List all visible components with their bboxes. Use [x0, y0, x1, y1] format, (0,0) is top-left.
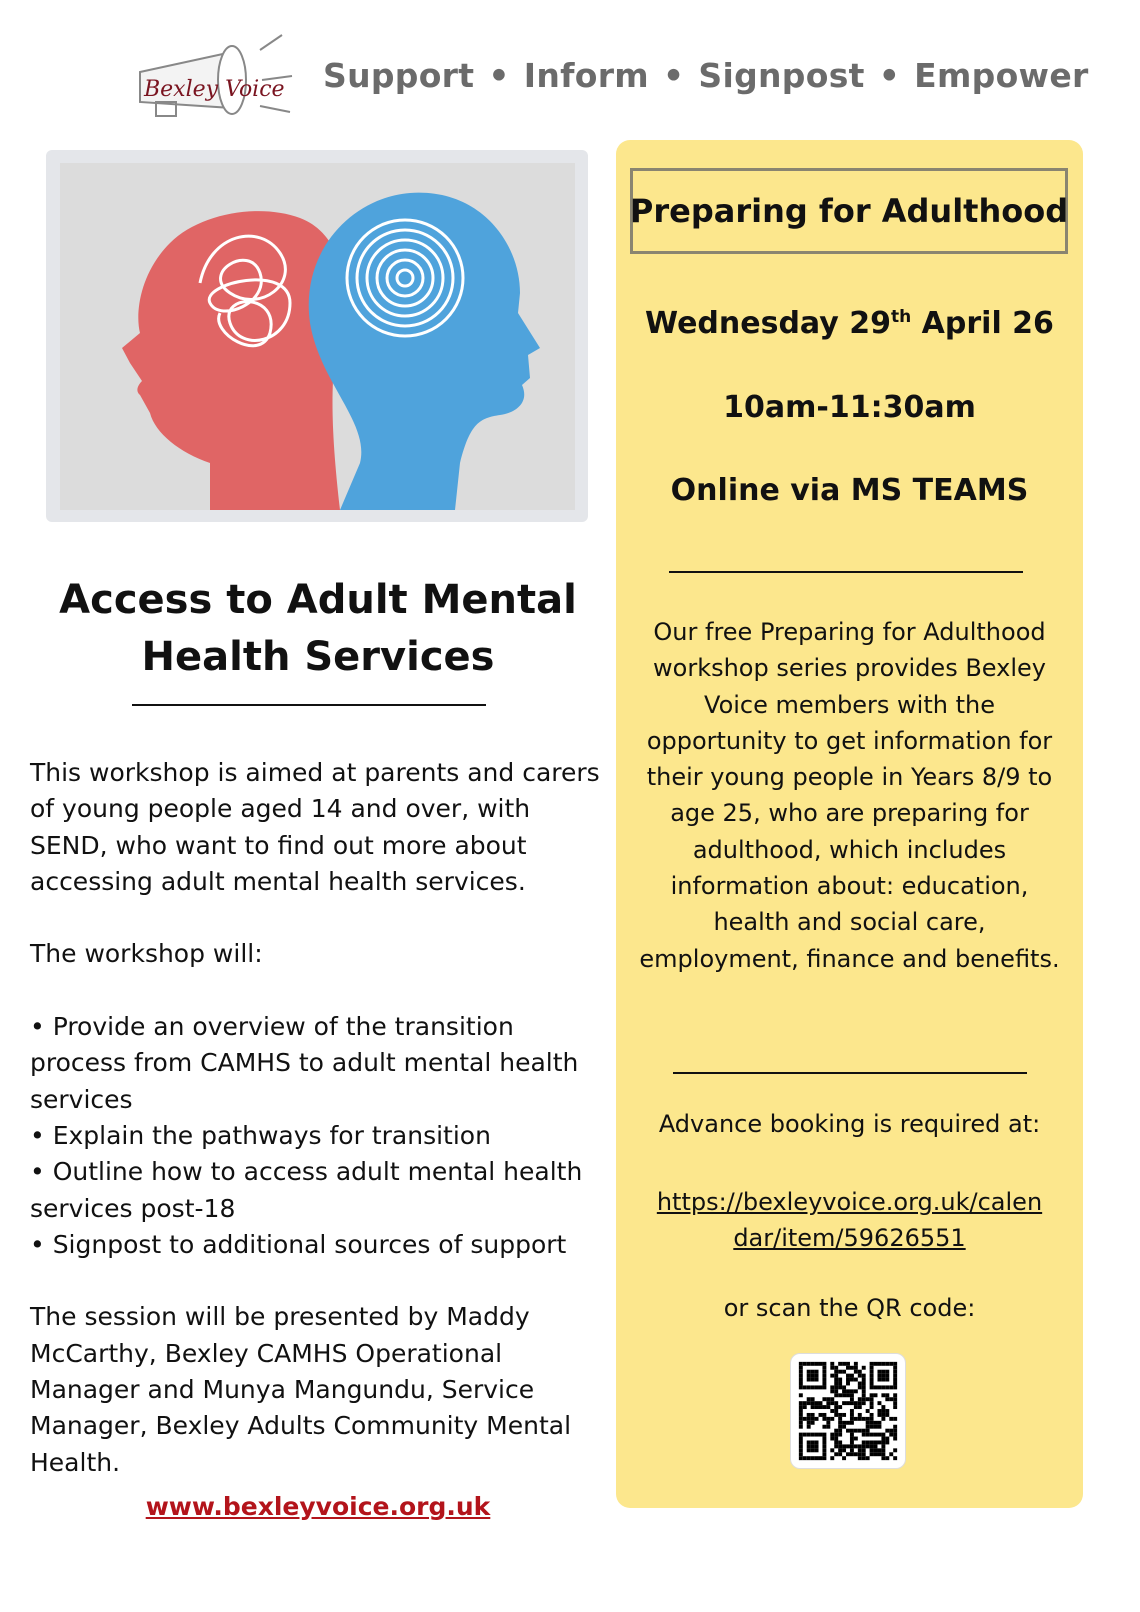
- booking-link-line[interactable]: dar/item/59626551: [733, 1224, 966, 1252]
- date-day: Wednesday 29: [645, 306, 891, 341]
- bullet-item: • Outline how to access adult mental health services post-18: [30, 1157, 583, 1223]
- booking-note: Advance booking is required at:: [658, 1110, 1041, 1138]
- booking-link[interactable]: [616, 1184, 1083, 1256]
- title-line: Health Services: [141, 634, 495, 680]
- series-title: Preparing for Adulthood: [630, 168, 1068, 254]
- svg-text:Bexley Voice: Bexley Voice: [144, 77, 285, 102]
- event-location: Online via MS TEAMS: [670, 473, 1029, 508]
- date-month: April 26: [911, 306, 1054, 341]
- heads-illustration: [46, 150, 588, 522]
- tagline-inform: Inform: [523, 56, 649, 95]
- divider: [673, 1072, 1027, 1074]
- event-date: [616, 306, 1083, 341]
- scan-note: or scan the QR code:: [723, 1294, 976, 1322]
- bullet-item: • Explain the pathways for transition: [30, 1120, 491, 1150]
- series-description: Our free Preparing for Adulthood workshop series provides Bexley Voice members with the opportunity to get information for their young people in Years 8/9 to age 25, who are preparing for adulthood, which includes information about: education, health and social care, employment, finance and benefits.: [639, 618, 1060, 973]
- website-link[interactable]: www.bexleyvoice.org.uk: [145, 1492, 491, 1521]
- tagline: Support • Inform • Signpost • Empower: [323, 56, 1089, 95]
- will-heading: The workshop will:: [30, 939, 263, 969]
- bullet-item: • Provide an overview of the transition process from CAMHS to adult mental health services: [30, 1012, 579, 1114]
- divider: [132, 704, 486, 706]
- event-time: 10am-11:30am: [723, 390, 976, 425]
- tagline-support: Support: [323, 56, 475, 95]
- tagline-signpost: Signpost: [698, 56, 865, 95]
- title-line: Access to Adult Mental: [59, 577, 577, 623]
- divider: [669, 571, 1023, 573]
- date-suffix: th: [891, 307, 912, 327]
- workshop-title: [30, 572, 606, 686]
- booking-link-line[interactable]: https://bexleyvoice.org.uk/calen: [656, 1188, 1043, 1216]
- presenters-text: The session will be presented by Maddy McCarthy, Bexley CAMHS Operational Manager and Munya Mangundu, Service Manager, Bexley Adults Community Mental Health.: [30, 1302, 572, 1477]
- intro-text: This workshop is aimed at parents and carers of young people aged 14 and over, with SEND, who want to find out more about accessing adult mental health services.: [30, 758, 600, 896]
- tagline-empower: Empower: [914, 56, 1089, 95]
- workshop-description: [30, 755, 600, 1481]
- bullet-item: • Signpost to additional sources of support: [30, 1229, 567, 1259]
- qr-code[interactable]: [790, 1353, 906, 1469]
- bexley-voice-logo: [132, 30, 297, 120]
